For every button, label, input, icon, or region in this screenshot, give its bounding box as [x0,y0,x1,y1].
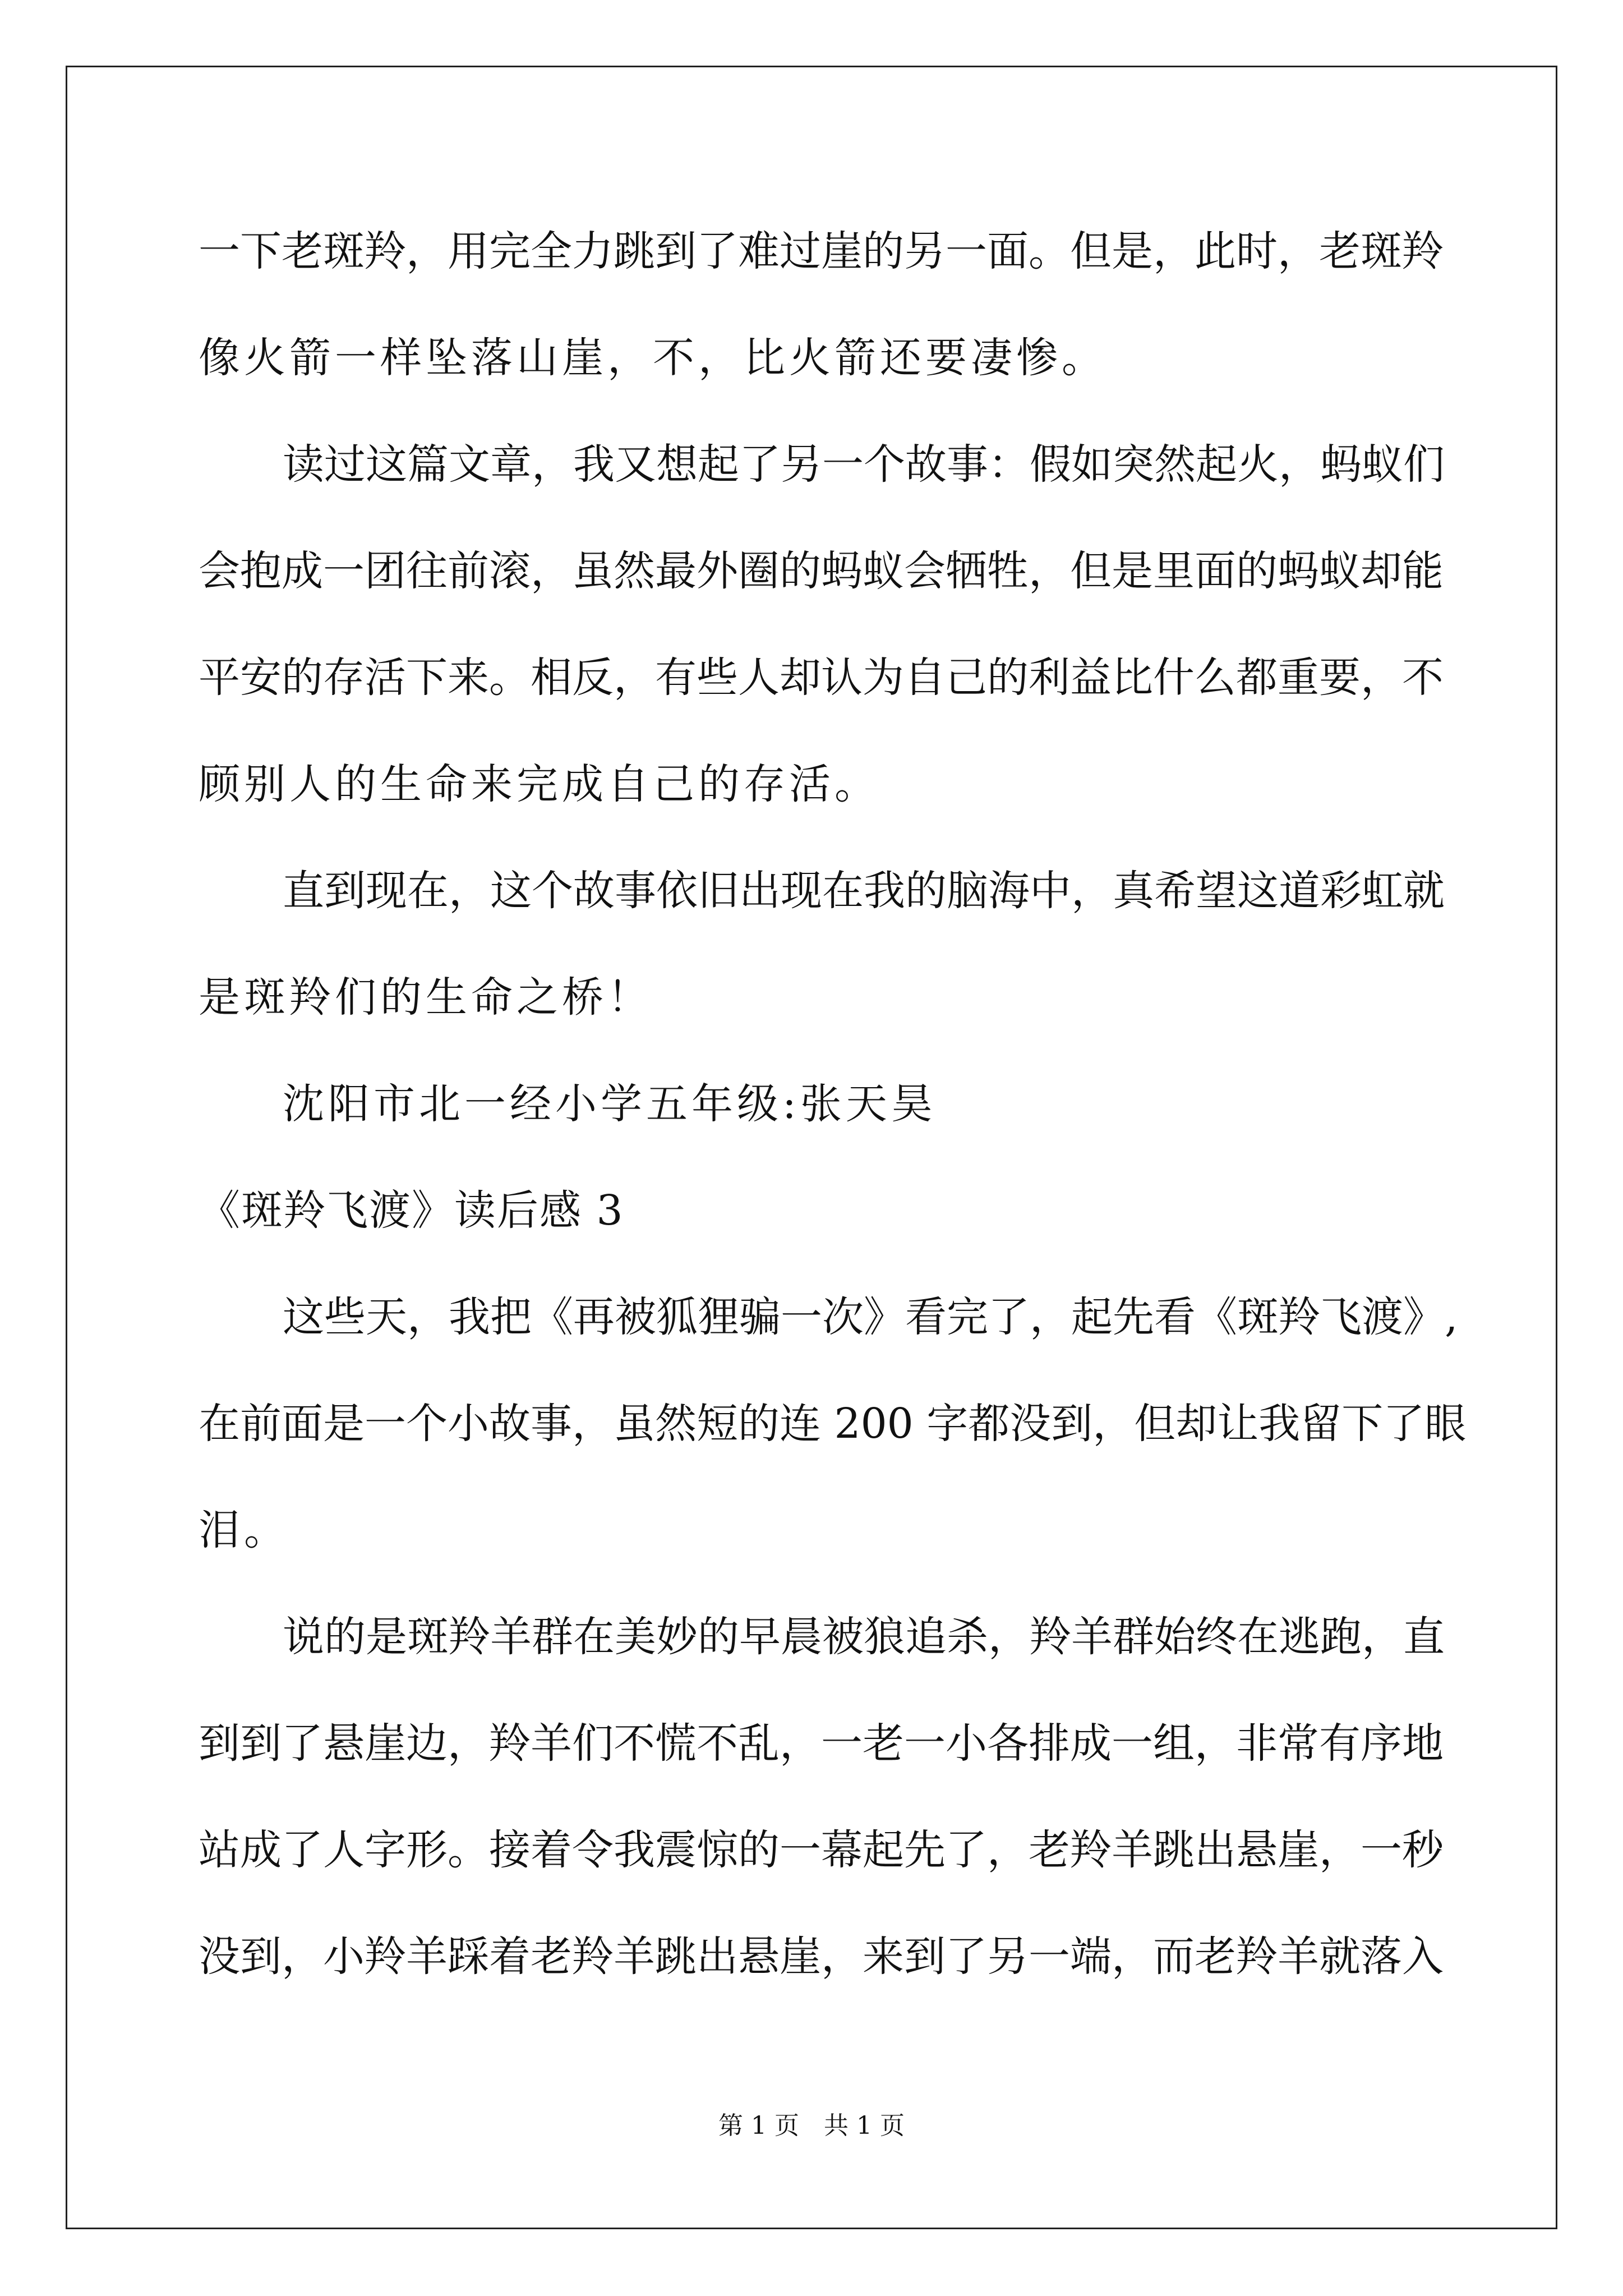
text-line-5: 平安的存活下来。相反，有些人却认为自己的利益比什么都重要，不 [199,654,1444,702]
text-line-1: 一下老斑羚，用完全力跳到了难过崖的另一面。但是，此时，老斑羚 [199,227,1444,275]
paragraph-start-line-7: 直到现在，这个故事依旧出现在我的脑海中，真希望这道彩虹就 [283,867,1445,915]
text-line-16: 站成了人字形。接着令我震惊的一幕起先了，老羚羊跳出悬崖，一秒 [199,1826,1444,1874]
text-line-15: 到到了悬崖边，羚羊们不慌不乱，一老一小各排成一组，非常有序地 [199,1719,1444,1768]
text-line-4: 会抱成一团往前滚，虽然最外圈的蚂蚁会牺牲，但是里面的蚂蚁却能 [199,547,1444,595]
page-footer: 第 1 页 共 1 页 [718,2111,905,2140]
paragraph-start-line-3: 读过这篇文章，我又想起了另一个故事：假如突然起火，蚂蚁们 [283,440,1445,489]
text-line-12: 在前面是一个小故事，虽然短的连 200 字都没到，但却让我留下了眼 [199,1400,1467,1448]
text-line-6: 顾别人的生命来完成自己的存活。 [199,760,880,808]
text-line-17: 没到，小羚羊踩着老羚羊跳出悬崖，来到了另一端，而老羚羊就落入 [199,1932,1444,1981]
text-line-8: 是斑羚们的生命之桥！ [199,973,653,1022]
section-heading: 《斑羚飞渡》读后感 3 [199,1186,624,1235]
text-line-13: 泪。 [199,1506,289,1554]
paragraph-start-line-11: 这些天，我把《再被狐狸骗一次》看完了，起先看《斑羚飞渡》, [283,1293,1458,1341]
paragraph-start-line-14: 说的是斑羚羊群在美妙的早晨被狼追杀，羚羊群始终在逃跑，直 [283,1613,1445,1661]
author-line: 沈阳市北一经小学五年级:张天昊 [283,1080,937,1128]
text-line-2: 像火箭一样坠落山崖，不，比火箭还要凄惨。 [199,334,1107,382]
page-border [66,66,1557,2229]
